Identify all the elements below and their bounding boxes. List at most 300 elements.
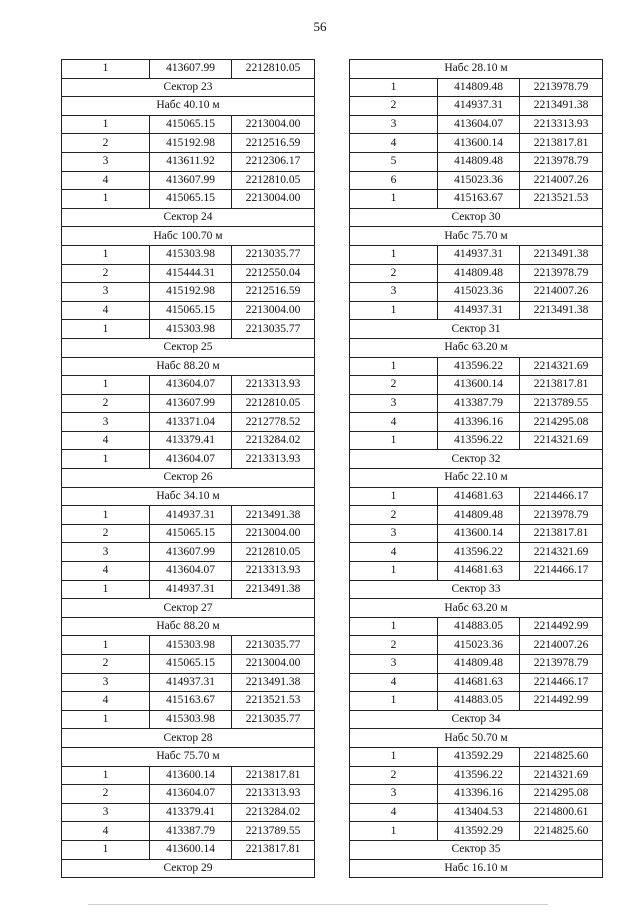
x-coordinate-cell: 415303.98 bbox=[150, 320, 232, 339]
coordinate-row bbox=[62, 283, 315, 302]
point-number-cell: 4 bbox=[350, 134, 438, 153]
point-number-cell: 3 bbox=[350, 655, 438, 674]
y-coordinate-cell: 2213817.81 bbox=[520, 134, 603, 153]
y-coordinate-cell: 2213313.93 bbox=[232, 785, 315, 804]
x-coordinate-cell: 414809.48 bbox=[438, 78, 520, 97]
section-header: Сектор 34 bbox=[350, 710, 603, 729]
coordinate-row bbox=[62, 171, 315, 190]
x-coordinate-cell: 413600.14 bbox=[438, 134, 520, 153]
coordinate-row bbox=[350, 506, 603, 525]
y-coordinate-cell: 2213491.38 bbox=[520, 97, 603, 116]
x-coordinate-cell: 413607.99 bbox=[150, 543, 232, 562]
coordinate-row bbox=[350, 97, 603, 116]
x-coordinate-cell: 415303.98 bbox=[150, 710, 232, 729]
y-coordinate-cell: 2214466.17 bbox=[520, 673, 603, 692]
y-coordinate-cell: 2214007.26 bbox=[520, 283, 603, 302]
point-number-cell: 1 bbox=[62, 190, 150, 209]
y-coordinate-cell: 2214321.69 bbox=[520, 543, 603, 562]
section-header-row bbox=[62, 227, 315, 246]
y-coordinate-cell: 2212810.05 bbox=[232, 60, 315, 79]
coordinate-row bbox=[350, 264, 603, 283]
x-coordinate-cell: 413607.99 bbox=[150, 171, 232, 190]
section-header: Набс 63.20 м bbox=[350, 338, 603, 357]
section-header: Сектор 25 bbox=[62, 338, 315, 357]
point-number-cell: 3 bbox=[62, 803, 150, 822]
coordinate-row bbox=[62, 264, 315, 283]
point-number-cell: 3 bbox=[62, 413, 150, 432]
section-header: Набс 100.70 м bbox=[62, 227, 315, 246]
coordinate-row bbox=[350, 413, 603, 432]
section-header: Набс 50.70 м bbox=[350, 729, 603, 748]
y-coordinate-cell: 2213491.38 bbox=[232, 506, 315, 525]
point-number-cell: 1 bbox=[350, 562, 438, 581]
section-header-row bbox=[62, 469, 315, 488]
point-number-cell: 4 bbox=[350, 803, 438, 822]
point-number-cell: 1 bbox=[350, 487, 438, 506]
x-coordinate-cell: 415303.98 bbox=[150, 245, 232, 264]
x-coordinate-cell: 413592.29 bbox=[438, 822, 520, 841]
y-coordinate-cell: 2213313.93 bbox=[232, 450, 315, 469]
y-coordinate-cell: 2214466.17 bbox=[520, 487, 603, 506]
x-coordinate-cell: 413604.07 bbox=[150, 450, 232, 469]
coordinate-row bbox=[62, 636, 315, 655]
section-header: Набс 88.20 м bbox=[62, 617, 315, 636]
point-number-cell: 1 bbox=[62, 245, 150, 264]
point-number-cell: 1 bbox=[350, 822, 438, 841]
y-coordinate-cell: 2214321.69 bbox=[520, 431, 603, 450]
x-coordinate-cell: 413404.53 bbox=[438, 803, 520, 822]
point-number-cell: 3 bbox=[350, 283, 438, 302]
section-header: Сектор 29 bbox=[62, 859, 315, 878]
section-header: Сектор 27 bbox=[62, 599, 315, 618]
x-coordinate-cell: 413611.92 bbox=[150, 152, 232, 171]
x-coordinate-cell: 413379.41 bbox=[150, 803, 232, 822]
coordinate-row bbox=[350, 115, 603, 134]
y-coordinate-cell: 2213817.81 bbox=[520, 524, 603, 543]
coordinate-row bbox=[62, 710, 315, 729]
coordinate-row bbox=[350, 78, 603, 97]
y-coordinate-cell: 2213978.79 bbox=[520, 264, 603, 283]
point-number-cell: 5 bbox=[350, 152, 438, 171]
point-number-cell: 1 bbox=[62, 60, 150, 79]
x-coordinate-cell: 414681.63 bbox=[438, 562, 520, 581]
point-number-cell: 2 bbox=[62, 264, 150, 283]
section-header: Набс 16.10 м bbox=[350, 859, 603, 878]
section-header-row bbox=[62, 208, 315, 227]
y-coordinate-cell: 2213035.77 bbox=[232, 710, 315, 729]
coordinate-row bbox=[62, 60, 315, 79]
x-coordinate-cell: 413596.22 bbox=[438, 357, 520, 376]
point-number-cell: 2 bbox=[350, 97, 438, 116]
section-header: Набс 88.20 м bbox=[62, 357, 315, 376]
section-header-row bbox=[350, 469, 603, 488]
x-coordinate-cell: 415065.15 bbox=[150, 190, 232, 209]
coordinate-row bbox=[62, 785, 315, 804]
point-number-cell: 1 bbox=[350, 78, 438, 97]
coordinate-row bbox=[350, 655, 603, 674]
x-coordinate-cell: 414937.31 bbox=[438, 301, 520, 320]
coordinate-row bbox=[350, 785, 603, 804]
point-number-cell: 2 bbox=[350, 766, 438, 785]
y-coordinate-cell: 2212778.52 bbox=[232, 413, 315, 432]
point-number-cell: 2 bbox=[62, 655, 150, 674]
coordinate-row bbox=[350, 283, 603, 302]
y-coordinate-cell: 2213491.38 bbox=[232, 673, 315, 692]
x-coordinate-cell: 414937.31 bbox=[438, 245, 520, 264]
section-header: Набс 22.10 м bbox=[350, 469, 603, 488]
y-coordinate-cell: 2212516.59 bbox=[232, 283, 315, 302]
point-number-cell: 1 bbox=[350, 245, 438, 264]
point-number-cell: 2 bbox=[350, 506, 438, 525]
x-coordinate-cell: 415023.36 bbox=[438, 171, 520, 190]
x-coordinate-cell: 413596.22 bbox=[438, 766, 520, 785]
y-coordinate-cell: 2213491.38 bbox=[232, 580, 315, 599]
point-number-cell: 1 bbox=[350, 747, 438, 766]
x-coordinate-cell: 413387.79 bbox=[438, 394, 520, 413]
y-coordinate-cell: 2213284.02 bbox=[232, 803, 315, 822]
y-coordinate-cell: 2214295.08 bbox=[520, 413, 603, 432]
x-coordinate-cell: 415023.36 bbox=[438, 636, 520, 655]
x-coordinate-cell: 413600.14 bbox=[438, 376, 520, 395]
x-coordinate-cell: 413596.22 bbox=[438, 543, 520, 562]
point-number-cell: 1 bbox=[350, 431, 438, 450]
coordinate-row bbox=[62, 301, 315, 320]
coordinate-row bbox=[62, 840, 315, 859]
coordinate-row bbox=[350, 134, 603, 153]
y-coordinate-cell: 2212550.04 bbox=[232, 264, 315, 283]
section-header-row bbox=[350, 320, 603, 339]
y-coordinate-cell: 2214800.61 bbox=[520, 803, 603, 822]
y-coordinate-cell: 2213004.00 bbox=[232, 524, 315, 543]
coordinate-row bbox=[62, 152, 315, 171]
point-number-cell: 4 bbox=[62, 431, 150, 450]
y-coordinate-cell: 2214007.26 bbox=[520, 636, 603, 655]
coordinate-row bbox=[350, 636, 603, 655]
section-header: Сектор 31 bbox=[350, 320, 603, 339]
point-number-cell: 1 bbox=[62, 376, 150, 395]
x-coordinate-cell: 413600.14 bbox=[150, 766, 232, 785]
section-header-row bbox=[350, 599, 603, 618]
y-coordinate-cell: 2212810.05 bbox=[232, 171, 315, 190]
coordinate-row bbox=[62, 506, 315, 525]
point-number-cell: 4 bbox=[62, 562, 150, 581]
y-coordinate-cell: 2212810.05 bbox=[232, 543, 315, 562]
coordinate-row bbox=[62, 562, 315, 581]
x-coordinate-cell: 413607.99 bbox=[150, 394, 232, 413]
y-coordinate-cell: 2213004.00 bbox=[232, 190, 315, 209]
section-header: Сектор 24 bbox=[62, 208, 315, 227]
coordinate-row bbox=[62, 692, 315, 711]
section-header: Сектор 28 bbox=[62, 729, 315, 748]
point-number-cell: 2 bbox=[62, 524, 150, 543]
point-number-cell: 4 bbox=[62, 171, 150, 190]
x-coordinate-cell: 414809.48 bbox=[438, 152, 520, 171]
y-coordinate-cell: 2213004.00 bbox=[232, 115, 315, 134]
coordinate-row bbox=[62, 115, 315, 134]
page-number: 56 bbox=[313, 19, 327, 34]
y-coordinate-cell: 2214007.26 bbox=[520, 171, 603, 190]
y-coordinate-cell: 2213817.81 bbox=[232, 766, 315, 785]
x-coordinate-cell: 415065.15 bbox=[150, 301, 232, 320]
x-coordinate-cell: 413604.07 bbox=[150, 562, 232, 581]
y-coordinate-cell: 2212306.17 bbox=[232, 152, 315, 171]
point-number-cell: 1 bbox=[62, 450, 150, 469]
section-header: Набс 75.70 м bbox=[350, 227, 603, 246]
y-coordinate-cell: 2213035.77 bbox=[232, 320, 315, 339]
coordinate-row bbox=[350, 524, 603, 543]
x-coordinate-cell: 413592.29 bbox=[438, 747, 520, 766]
point-number-cell: 3 bbox=[62, 543, 150, 562]
point-number-cell: 4 bbox=[350, 543, 438, 562]
x-coordinate-cell: 415023.36 bbox=[438, 283, 520, 302]
y-coordinate-cell: 2214492.99 bbox=[520, 692, 603, 711]
coordinate-row bbox=[350, 487, 603, 506]
coordinate-row bbox=[62, 190, 315, 209]
section-header-row bbox=[62, 859, 315, 878]
x-coordinate-cell: 414681.63 bbox=[438, 487, 520, 506]
coordinate-row bbox=[350, 301, 603, 320]
section-header-row bbox=[350, 60, 603, 79]
point-number-cell: 2 bbox=[62, 134, 150, 153]
point-number-cell: 2 bbox=[350, 264, 438, 283]
point-number-cell: 4 bbox=[62, 301, 150, 320]
point-number-cell: 4 bbox=[350, 673, 438, 692]
y-coordinate-cell: 2213978.79 bbox=[520, 152, 603, 171]
coordinate-row bbox=[62, 450, 315, 469]
section-header-row bbox=[62, 338, 315, 357]
point-number-cell: 1 bbox=[62, 636, 150, 655]
section-header-row bbox=[62, 747, 315, 766]
coordinate-row bbox=[62, 543, 315, 562]
section-header: Сектор 32 bbox=[350, 450, 603, 469]
section-header-row bbox=[350, 450, 603, 469]
point-number-cell: 3 bbox=[62, 283, 150, 302]
section-header-row bbox=[350, 859, 603, 878]
point-number-cell: 3 bbox=[350, 115, 438, 134]
coordinate-row bbox=[350, 245, 603, 264]
page-bottom-rule bbox=[88, 904, 548, 905]
y-coordinate-cell: 2213817.81 bbox=[520, 376, 603, 395]
x-coordinate-cell: 414937.31 bbox=[150, 506, 232, 525]
section-header: Набс 34.10 м bbox=[62, 487, 315, 506]
x-coordinate-cell: 413604.07 bbox=[150, 785, 232, 804]
point-number-cell: 4 bbox=[62, 692, 150, 711]
y-coordinate-cell: 2214825.60 bbox=[520, 822, 603, 841]
section-header: Набс 75.70 м bbox=[62, 747, 315, 766]
section-header-row bbox=[350, 840, 603, 859]
coordinate-row bbox=[350, 673, 603, 692]
x-coordinate-cell: 413600.14 bbox=[150, 840, 232, 859]
y-coordinate-cell: 2213035.77 bbox=[232, 245, 315, 264]
y-coordinate-cell: 2213313.93 bbox=[520, 115, 603, 134]
y-coordinate-cell: 2212810.05 bbox=[232, 394, 315, 413]
y-coordinate-cell: 2214295.08 bbox=[520, 785, 603, 804]
point-number-cell: 1 bbox=[350, 692, 438, 711]
x-coordinate-cell: 413371.04 bbox=[150, 413, 232, 432]
x-coordinate-cell: 413604.07 bbox=[438, 115, 520, 134]
coordinates-table-left bbox=[61, 59, 315, 878]
section-header-row bbox=[62, 78, 315, 97]
y-coordinate-cell: 2213817.81 bbox=[232, 840, 315, 859]
section-header-row bbox=[350, 338, 603, 357]
coordinate-row bbox=[350, 431, 603, 450]
coordinate-row bbox=[62, 580, 315, 599]
point-number-cell: 2 bbox=[350, 376, 438, 395]
coordinate-row bbox=[350, 171, 603, 190]
x-coordinate-cell: 413600.14 bbox=[438, 524, 520, 543]
x-coordinate-cell: 414883.05 bbox=[438, 617, 520, 636]
section-header-row bbox=[62, 617, 315, 636]
section-header-row bbox=[350, 227, 603, 246]
point-number-cell: 1 bbox=[62, 710, 150, 729]
x-coordinate-cell: 414937.31 bbox=[150, 580, 232, 599]
point-number-cell: 4 bbox=[62, 822, 150, 841]
coordinate-row bbox=[350, 747, 603, 766]
point-number-cell: 1 bbox=[62, 115, 150, 134]
point-number-cell: 2 bbox=[350, 636, 438, 655]
y-coordinate-cell: 2213521.53 bbox=[232, 692, 315, 711]
point-number-cell: 3 bbox=[350, 524, 438, 543]
coordinate-row bbox=[350, 822, 603, 841]
x-coordinate-cell: 414809.48 bbox=[438, 655, 520, 674]
x-coordinate-cell: 413396.16 bbox=[438, 785, 520, 804]
coordinate-row bbox=[62, 431, 315, 450]
coordinate-row bbox=[62, 524, 315, 543]
x-coordinate-cell: 415065.15 bbox=[150, 655, 232, 674]
point-number-cell: 1 bbox=[350, 301, 438, 320]
section-header: Сектор 23 bbox=[62, 78, 315, 97]
x-coordinate-cell: 415163.67 bbox=[150, 692, 232, 711]
x-coordinate-cell: 415192.98 bbox=[150, 134, 232, 153]
x-coordinate-cell: 415163.67 bbox=[438, 190, 520, 209]
section-header-row bbox=[350, 710, 603, 729]
x-coordinate-cell: 415065.15 bbox=[150, 115, 232, 134]
coordinates-table-right bbox=[349, 59, 603, 878]
coordinate-row bbox=[62, 766, 315, 785]
section-header: Сектор 26 bbox=[62, 469, 315, 488]
y-coordinate-cell: 2213284.02 bbox=[232, 431, 315, 450]
coordinate-row bbox=[62, 394, 315, 413]
section-header-row bbox=[350, 580, 603, 599]
y-coordinate-cell: 2213491.38 bbox=[520, 245, 603, 264]
x-coordinate-cell: 413387.79 bbox=[150, 822, 232, 841]
y-coordinate-cell: 2213978.79 bbox=[520, 506, 603, 525]
x-coordinate-cell: 413396.16 bbox=[438, 413, 520, 432]
x-coordinate-cell: 414937.31 bbox=[438, 97, 520, 116]
point-number-cell: 3 bbox=[350, 785, 438, 804]
section-header-row bbox=[350, 729, 603, 748]
coordinate-row bbox=[62, 673, 315, 692]
coordinate-row bbox=[62, 655, 315, 674]
coordinate-row bbox=[350, 376, 603, 395]
y-coordinate-cell: 2213491.38 bbox=[520, 301, 603, 320]
point-number-cell: 1 bbox=[62, 320, 150, 339]
point-number-cell: 1 bbox=[350, 357, 438, 376]
coordinate-row bbox=[62, 320, 315, 339]
x-coordinate-cell: 413607.99 bbox=[150, 60, 232, 79]
point-number-cell: 1 bbox=[350, 617, 438, 636]
coordinate-row bbox=[350, 692, 603, 711]
point-number-cell: 2 bbox=[62, 785, 150, 804]
x-coordinate-cell: 414681.63 bbox=[438, 673, 520, 692]
point-number-cell: 1 bbox=[62, 580, 150, 599]
section-header-row bbox=[62, 729, 315, 748]
point-number-cell: 3 bbox=[62, 673, 150, 692]
coordinate-row bbox=[350, 394, 603, 413]
x-coordinate-cell: 415303.98 bbox=[150, 636, 232, 655]
point-number-cell: 6 bbox=[350, 171, 438, 190]
coordinate-row bbox=[62, 245, 315, 264]
x-coordinate-cell: 414937.31 bbox=[150, 673, 232, 692]
section-header: Набс 63.20 м bbox=[350, 599, 603, 618]
y-coordinate-cell: 2214321.69 bbox=[520, 766, 603, 785]
coordinate-row bbox=[350, 543, 603, 562]
x-coordinate-cell: 414809.48 bbox=[438, 264, 520, 283]
coordinate-row bbox=[350, 190, 603, 209]
y-coordinate-cell: 2213313.93 bbox=[232, 562, 315, 581]
point-number-cell: 2 bbox=[62, 394, 150, 413]
coordinate-row bbox=[62, 803, 315, 822]
x-coordinate-cell: 413596.22 bbox=[438, 431, 520, 450]
y-coordinate-cell: 2213035.77 bbox=[232, 636, 315, 655]
coordinate-row bbox=[62, 822, 315, 841]
coordinate-row bbox=[350, 562, 603, 581]
point-number-cell: 1 bbox=[350, 190, 438, 209]
coordinate-row bbox=[350, 152, 603, 171]
section-header: Сектор 30 bbox=[350, 208, 603, 227]
x-coordinate-cell: 414809.48 bbox=[438, 506, 520, 525]
x-coordinate-cell: 413379.41 bbox=[150, 431, 232, 450]
x-coordinate-cell: 415065.15 bbox=[150, 524, 232, 543]
coordinate-row bbox=[350, 766, 603, 785]
y-coordinate-cell: 2214466.17 bbox=[520, 562, 603, 581]
coordinate-row bbox=[62, 413, 315, 432]
y-coordinate-cell: 2213789.55 bbox=[520, 394, 603, 413]
coordinate-row bbox=[350, 803, 603, 822]
y-coordinate-cell: 2213521.53 bbox=[520, 190, 603, 209]
y-coordinate-cell: 2213004.00 bbox=[232, 301, 315, 320]
section-header-row bbox=[62, 599, 315, 618]
y-coordinate-cell: 2214492.99 bbox=[520, 617, 603, 636]
section-header-row bbox=[62, 487, 315, 506]
coordinate-row bbox=[62, 376, 315, 395]
y-coordinate-cell: 2214825.60 bbox=[520, 747, 603, 766]
coordinate-row bbox=[350, 617, 603, 636]
section-header-row bbox=[62, 97, 315, 116]
section-header: Сектор 33 bbox=[350, 580, 603, 599]
y-coordinate-cell: 2213313.93 bbox=[232, 376, 315, 395]
section-header: Набс 40.10 м bbox=[62, 97, 315, 116]
x-coordinate-cell: 415444.31 bbox=[150, 264, 232, 283]
coordinate-row bbox=[62, 134, 315, 153]
coordinate-row bbox=[350, 357, 603, 376]
point-number-cell: 3 bbox=[350, 394, 438, 413]
section-header: Сектор 35 bbox=[350, 840, 603, 859]
section-header: Набс 28.10 м bbox=[350, 60, 603, 79]
point-number-cell: 1 bbox=[62, 506, 150, 525]
y-coordinate-cell: 2213978.79 bbox=[520, 655, 603, 674]
x-coordinate-cell: 413604.07 bbox=[150, 376, 232, 395]
point-number-cell: 3 bbox=[62, 152, 150, 171]
y-coordinate-cell: 2213004.00 bbox=[232, 655, 315, 674]
x-coordinate-cell: 415192.98 bbox=[150, 283, 232, 302]
y-coordinate-cell: 2213789.55 bbox=[232, 822, 315, 841]
y-coordinate-cell: 2214321.69 bbox=[520, 357, 603, 376]
section-header-row bbox=[350, 208, 603, 227]
x-coordinate-cell: 414883.05 bbox=[438, 692, 520, 711]
y-coordinate-cell: 2212516.59 bbox=[232, 134, 315, 153]
y-coordinate-cell: 2213978.79 bbox=[520, 78, 603, 97]
